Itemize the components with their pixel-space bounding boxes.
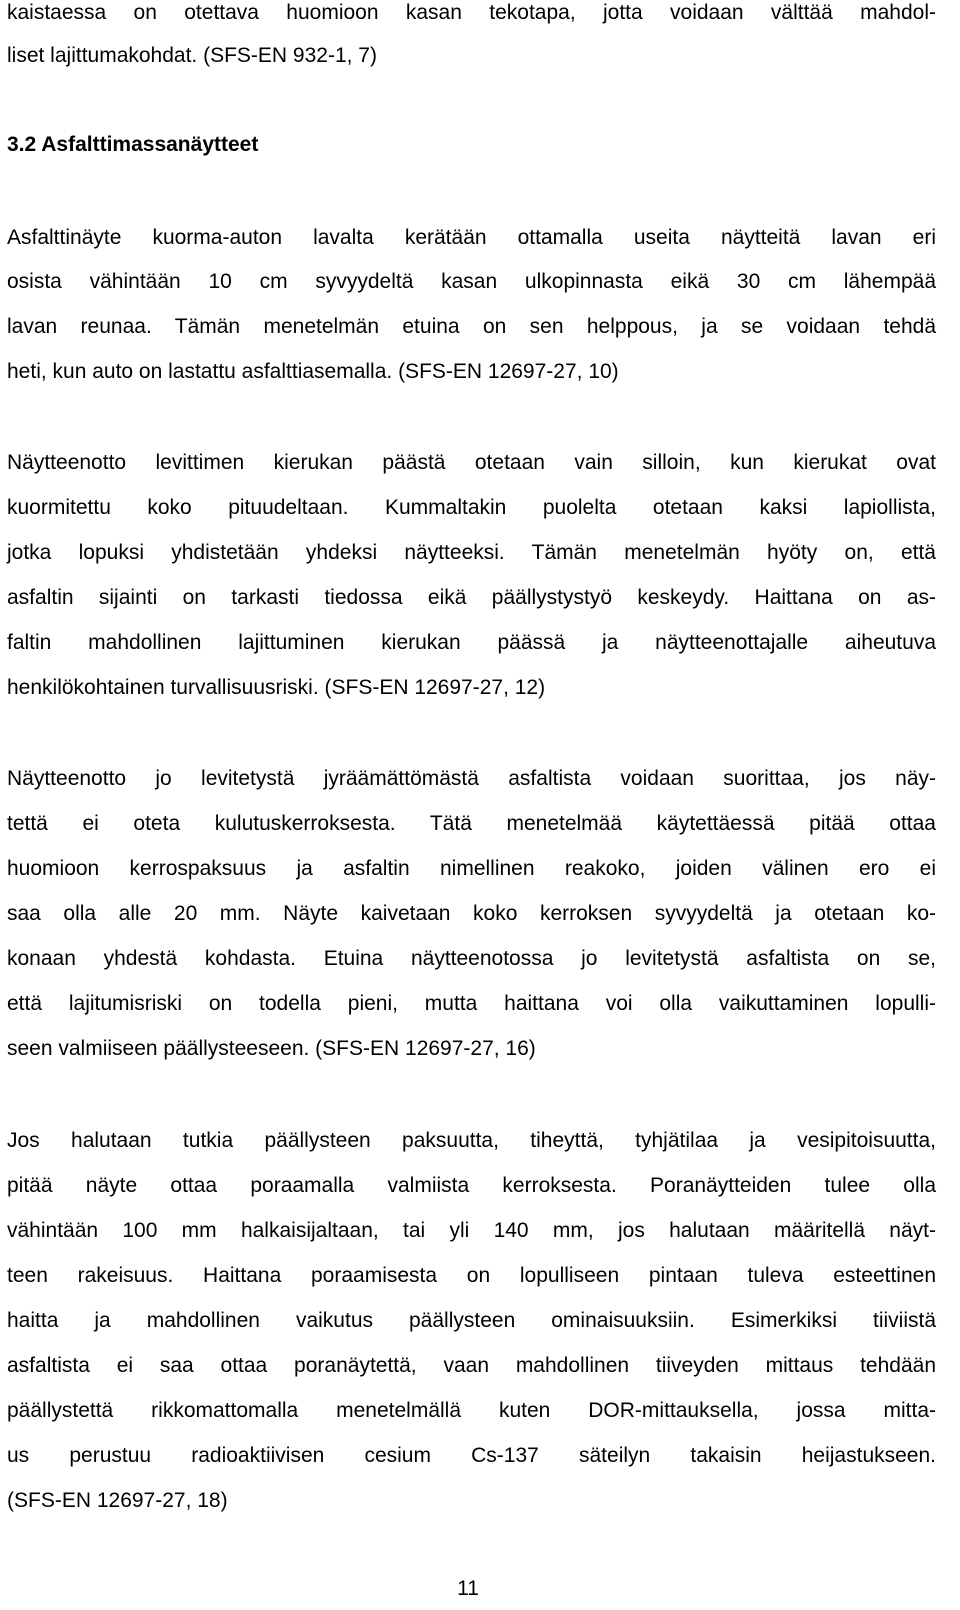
body-text-line: saa olla alle 20 mm. Näyte kaivetaan koko kerroksen syvyydeltä ja otetaan ko- [7, 902, 936, 925]
body-text-line: tettä ei oteta kulutuskerroksesta. Tätä menetelmää käytettäessä pitää ottaa [7, 812, 936, 835]
body-text-line: lavan reunaa. Tämän menetelmän etuina on sen helppous, ja se voidaan tehdä [7, 315, 936, 338]
body-text-line: haitta ja mahdollinen vaikutus päällysteen ominaisuuksiin. Esimerkiksi tiiviistä [7, 1309, 936, 1332]
body-text-line: liset lajittumakohdat. (SFS-EN 932-1, 7) [7, 44, 377, 67]
body-text-line: Jos halutaan tutkia päällysteen paksuutta, tiheyttä, tyhjätilaa ja vesipitoisuutta, [7, 1129, 936, 1152]
body-text-line: Asfalttinäyte kuorma-auton lavalta kerätään ottamalla useita näytteitä lavan eri [7, 226, 936, 249]
body-text-line: us perustuu radioaktiivisen cesium Cs-137 säteilyn takaisin heijastukseen. [7, 1444, 936, 1467]
section-heading: 3.2 Asfalttimassanäytteet [7, 133, 259, 156]
body-text-line: seen valmiiseen päällysteeseen. (SFS-EN 12697-27, 16) [7, 1037, 536, 1060]
body-text-line: että lajitumisriski on todella pieni, mutta haittana voi olla vaikuttaminen lopulli- [7, 992, 936, 1015]
body-text-line: asfaltin sijainti on tarkasti tiedossa eikä päällystystyö keskeydy. Haittana on as- [7, 586, 936, 609]
body-text-line: päällystettä rikkomattomalla menetelmällä kuten DOR-mittauksella, jossa mitta- [7, 1399, 936, 1422]
body-text-line: faltin mahdollinen lajittuminen kierukan päässä ja näytteenottajalle aiheutuva [7, 631, 936, 654]
body-text-line: heti, kun auto on lastattu asfalttiasemalla. (SFS-EN 12697-27, 10) [7, 360, 619, 383]
body-text-line: Näytteenotto levittimen kierukan päästä otetaan vain silloin, kun kierukat ovat [7, 451, 936, 474]
body-text-line: (SFS-EN 12697-27, 18) [7, 1489, 228, 1512]
page-number: 11 [457, 1577, 479, 1600]
body-text-line: kaistaessa on otettava huomioon kasan tekotapa, jotta voidaan välttää mahdol- [7, 1, 936, 24]
body-text-line: vähintään 100 mm halkaisijaltaan, tai yli 140 mm, jos halutaan määritellä näyt- [7, 1219, 936, 1242]
body-text-line: huomioon kerrospaksuus ja asfaltin nimellinen reakoko, joiden välinen ero ei [7, 857, 936, 880]
body-text-line: osista vähintään 10 cm syvyydeltä kasan ulkopinnasta eikä 30 cm lähempää [7, 270, 936, 293]
body-text-line: kuormitettu koko pituudeltaan. Kummaltakin puolelta otetaan kaksi lapiollista, [7, 496, 936, 519]
body-text-line: henkilökohtainen turvallisuusriski. (SFS-EN 12697-27, 12) [7, 676, 546, 699]
body-text-line: konaan yhdestä kohdasta. Etuina näytteenotossa jo levitetystä asfaltista on se, [7, 947, 936, 970]
body-text-line: asfaltista ei saa ottaa poranäytettä, vaan mahdollinen tiiveyden mittaus tehdään [7, 1354, 936, 1377]
body-text-line: teen rakeisuus. Haittana poraamisesta on lopulliseen pintaan tuleva esteettinen [7, 1264, 936, 1287]
body-text-line: Näytteenotto jo levitetystä jyräämättömästä asfaltista voidaan suorittaa, jos näy- [7, 767, 936, 790]
body-text-line: pitää näyte ottaa poraamalla valmiista kerroksesta. Poranäytteiden tulee olla [7, 1174, 936, 1197]
body-text-line: jotka lopuksi yhdistetään yhdeksi näytteeksi. Tämän menetelmän hyöty on, että [7, 541, 936, 564]
